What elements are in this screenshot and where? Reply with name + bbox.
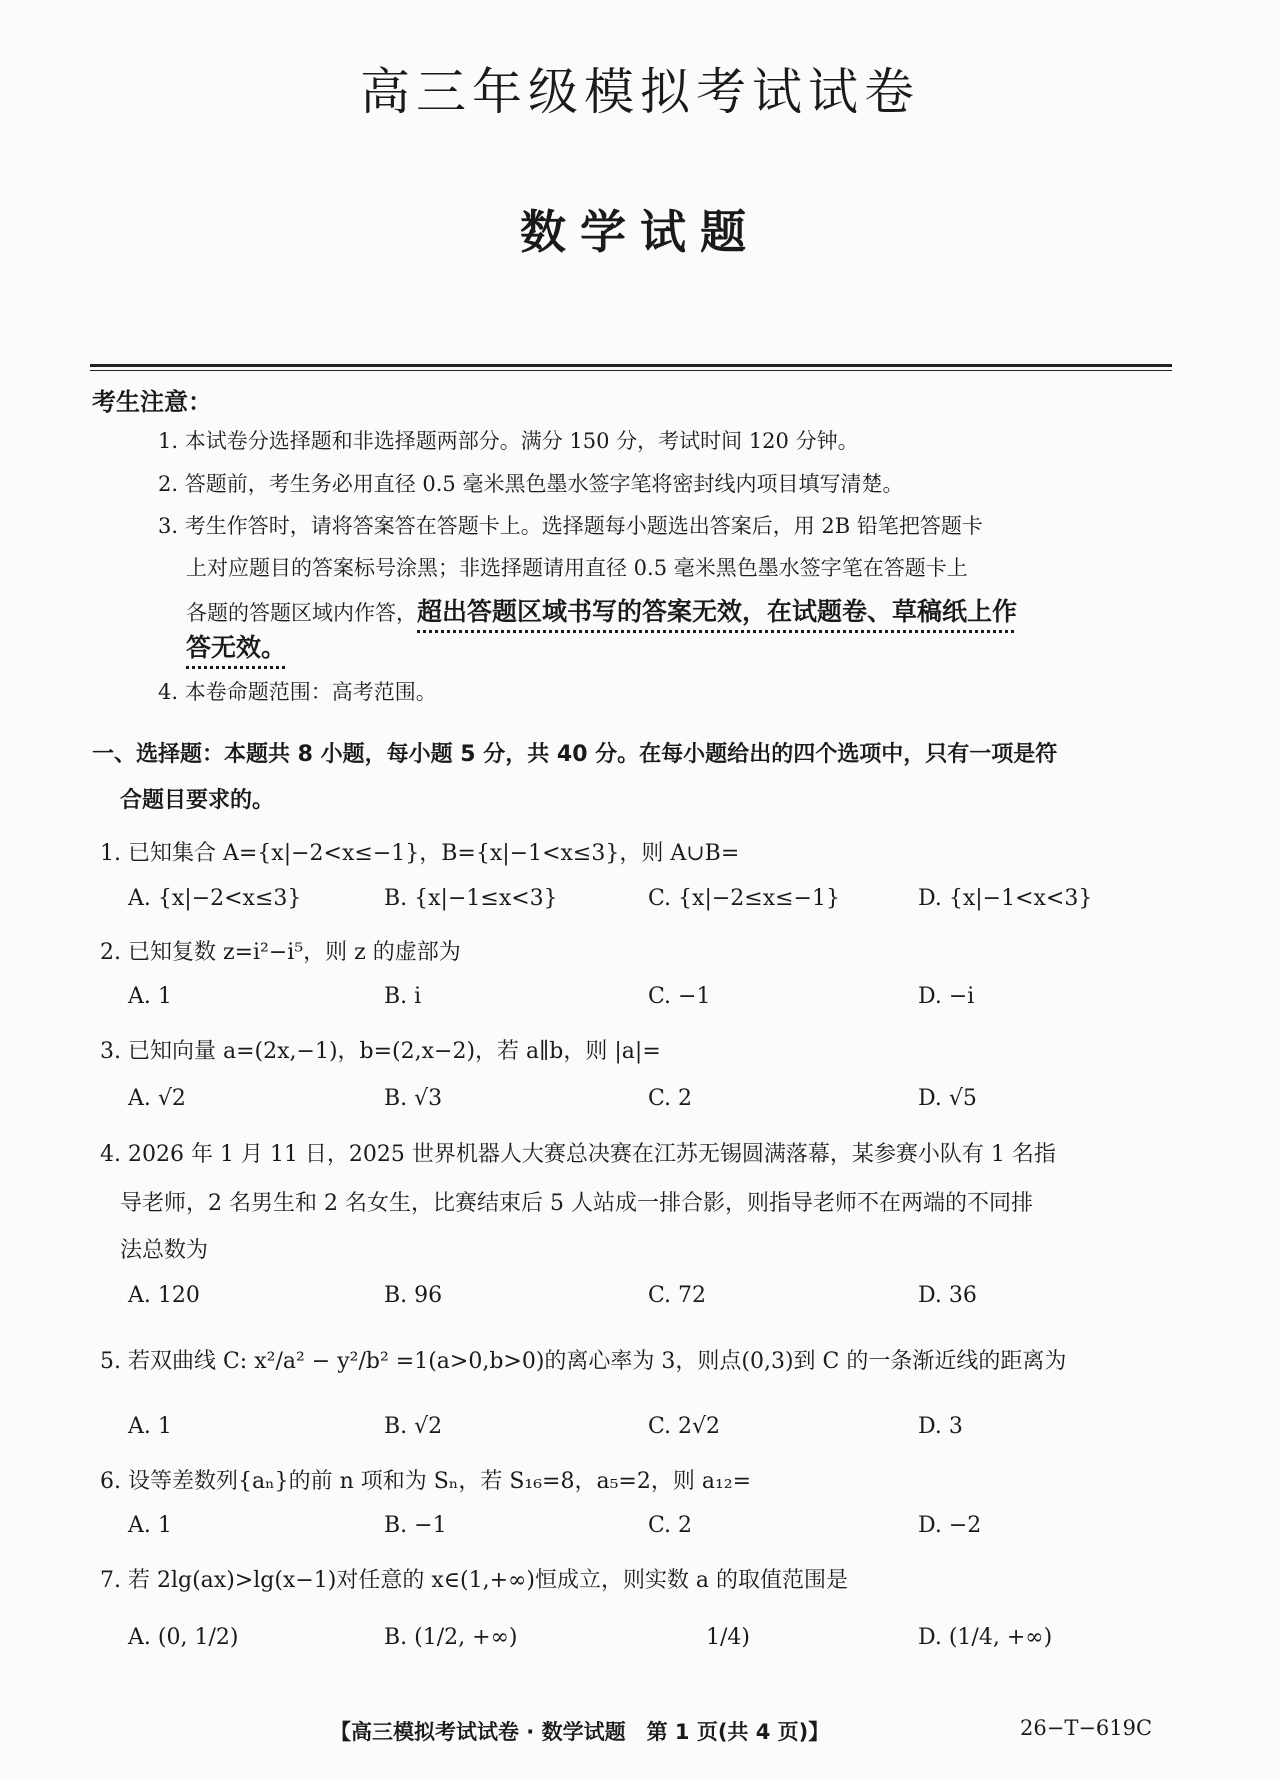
question-1-option-c: C. {x|−2≤x≤−1} [648, 886, 840, 911]
question-7-option-d: D. (1/4, +∞) [918, 1625, 1053, 1650]
divider-thick [90, 364, 1172, 367]
question-4-stem-line-3: 法总数为 [120, 1238, 209, 1263]
question-6-option-c: C. 2 [648, 1513, 693, 1538]
question-4-option-d: D. 36 [918, 1283, 977, 1308]
question-6-option-a: A. 1 [128, 1513, 172, 1538]
question-3-option-b: B. √3 [384, 1086, 443, 1111]
section-heading-continued: 合题目要求的。 [120, 788, 275, 813]
question-7-option-a: A. (0, 1/2) [128, 1625, 239, 1650]
notice-item-2: 2. 答题前，考生务必用直径 0.5 毫米黑色墨水签字笔将密封线内项目填写清楚。 [158, 472, 904, 496]
question-4-stem-line-2: 导老师，2 名男生和 2 名女生，比赛结束后 5 人站成一排合影，则指导老师不在两端的不同排 [120, 1191, 1033, 1216]
question-3-option-a: A. √2 [128, 1086, 186, 1111]
notice-item-3-plain: 各题的答题区域内作答， [186, 601, 417, 625]
question-3-option-d: D. √5 [918, 1086, 977, 1111]
question-1-option-d: D. {x|−1<x<3} [918, 886, 1093, 911]
question-6-option-d: D. −2 [918, 1513, 982, 1538]
question-1-option-b: B. {x|−1≤x<3} [384, 886, 558, 911]
question-5-option-c: C. 2√2 [648, 1414, 721, 1439]
notice-item-3-line-4 [186, 628, 286, 664]
question-1-stem: 1. 已知集合 A={x|−2<x≤−1}，B={x|−1<x≤3}，则 A∪B= [100, 841, 740, 866]
question-6-option-b: B. −1 [384, 1513, 447, 1538]
question-5-stem: 5. 若双曲线 C: x²/a² − y²/b² =1(a>0,b>0)的离心率为 3，则点(0,3)到 C 的一条渐近线的距离为 [100, 1349, 1067, 1374]
question-7-option-c: 1/4) [706, 1625, 750, 1650]
question-4-stem-line-1: 4. 2026 年 1 月 11 日，2025 世界机器人大赛总决赛在江苏无锡圆满落幕，某参赛小队有 1 名指 [100, 1142, 1056, 1167]
question-3-stem: 3. 已知向量 a=(2x,−1)，b=(2,x−2)，若 a∥b，则 |a|= [100, 1039, 661, 1064]
question-2-option-b: B. i [384, 984, 422, 1009]
paper-code: 26−T−619C [1020, 1716, 1153, 1740]
question-1-option-a: A. {x|−2<x≤3} [128, 886, 302, 911]
question-7-option-b: B. (1/2, +∞) [384, 1625, 518, 1650]
notice-item-1: 1. 本试卷分选择题和非选择题两部分。满分 150 分，考试时间 120 分钟。 [158, 429, 859, 453]
exam-title: 高三年级模拟考试试卷 [360, 63, 920, 121]
question-4-option-c: C. 72 [648, 1283, 707, 1308]
question-2-option-a: A. 1 [128, 984, 172, 1009]
question-4-option-b: B. 96 [384, 1283, 443, 1308]
page-footer: 【高三模拟考试试卷 · 数学试题 第 1 页(共 4 页)】 [330, 1720, 830, 1744]
question-5-option-b: B. √2 [384, 1414, 443, 1439]
question-4-option-a: A. 120 [128, 1283, 200, 1308]
notice-heading: 考生注意： [92, 388, 212, 416]
notice-item-3-line-2: 上对应题目的答案标号涂黑；非选择题请用直径 0.5 毫米黑色墨水签字笔在答题卡上 [186, 556, 968, 580]
question-3-option-c: C. 2 [648, 1086, 693, 1111]
notice-item-3-emphasis: 超出答题区域书写的答案无效，在试题卷、草稿纸上作 [417, 597, 1018, 626]
question-2-stem: 2. 已知复数 z=i²−i⁵，则 z 的虚部为 [100, 940, 461, 965]
notice-item-3-line-3 [186, 592, 1017, 628]
question-5-option-a: A. 1 [128, 1414, 172, 1439]
question-2-option-d: D. −i [918, 984, 975, 1009]
section-heading: 一、选择题：本题共 8 小题，每小题 5 分，共 40 分。在每小题给出的四个选项中，只有一项是符 [92, 742, 1058, 767]
question-2-option-c: C. −1 [648, 984, 711, 1009]
question-5-option-d: D. 3 [918, 1414, 963, 1439]
question-6-stem: 6. 设等差数列{aₙ}的前 n 项和为 Sₙ，若 S₁₆=8，a₅=2，则 a₁₂= [100, 1469, 752, 1494]
notice-item-3-line-1: 3. 考生作答时，请将答案答在答题卡上。选择题每小题选出答案后，用 2B 铅笔把答题卡 [158, 514, 983, 538]
question-7-stem: 7. 若 2lg(ax)>lg(x−1)对任意的 x∈(1,+∞)恒成立，则实数 a 的取值范围是 [100, 1568, 849, 1593]
notice-item-3-emphasis-end: 答无效。 [186, 633, 287, 662]
notice-item-4: 4. 本卷命题范围：高考范围。 [158, 680, 437, 704]
divider-thin [90, 370, 1172, 371]
subject-title: 数学试题 [520, 205, 760, 259]
